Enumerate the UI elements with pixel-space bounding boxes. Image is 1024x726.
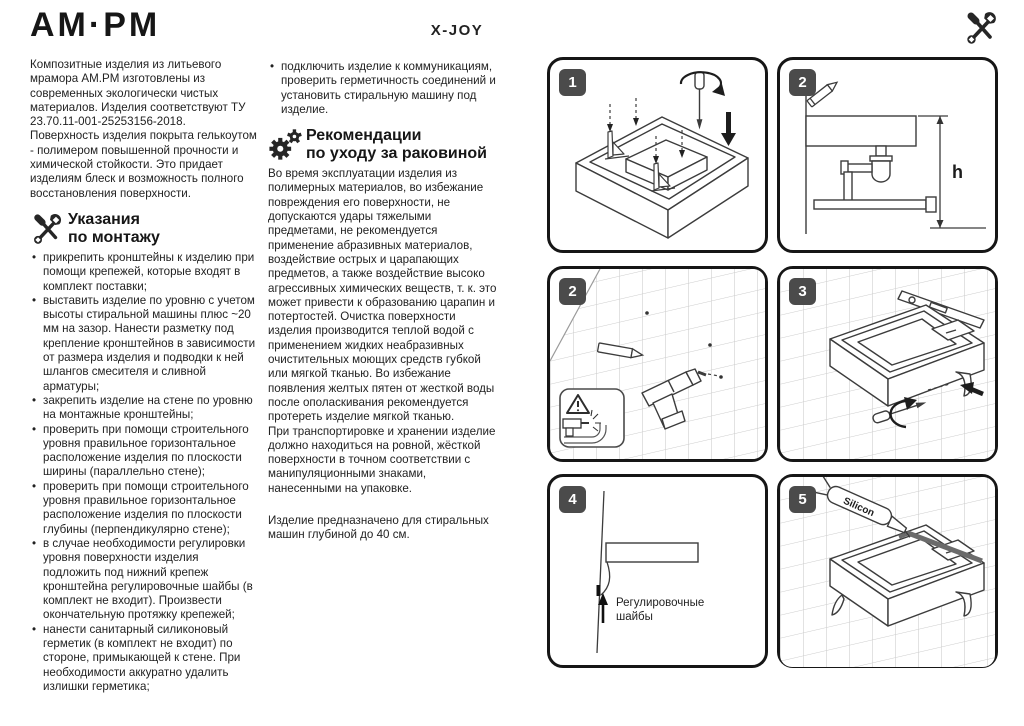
instruction-item: • прикрепить кронштейны к изделию при помощи крепежей, которые входят в комплект поставки; <box>30 251 258 294</box>
instruction-item: • в случае необходимости регулировки уровня поверхности изделия подложить под нижний крепеж кронштейна регулировочные шайбы (в комплект не входит). Произвести окончательную протяжку крепежей; <box>30 537 258 623</box>
gears-icon <box>268 128 302 162</box>
care-heading-text: Рекомендации по уходу за раковиной <box>306 127 488 163</box>
instruction-list-continued <box>268 60 500 117</box>
step-panel-1 <box>547 57 768 253</box>
middle-column <box>268 58 500 543</box>
instruction-item: • нанести санитарный силиконовый герметик (в комплект не входит) по стороне, примыкающей к стене. При необходимости аккуратно удалить излишки герметика; <box>30 623 258 694</box>
instruction-item: • проверить при помощи строительного уровня правильное горизонтальное расположение изделия по плоскости глубины (перпендикулярно стене); <box>30 480 258 537</box>
care-paragraph-1: Во время эксплуатации изделия из полимерных материалов, во избежание повреждения его поверхности, не допускаются удары тяжелыми предметами, не рекомендуется применение абразивных материалов, воздействие острых и царапающих предметов, а также воздействие высоко агрессивных химических веществ, т. к. это может привести к образованию царапин и потертостей. Очистка поверхности изделия производится теплой водой с применением жидких неабразивных очистительных моющих средств губкой или мягкой тканью. Во избежание появления желтых пятен от жесткой воды после ополаскивания рекомендуется протереть изделие мягкой тканью. <box>268 167 497 424</box>
montage-heading <box>30 211 258 247</box>
step-badge: 1 <box>559 69 586 96</box>
care-note: Изделие предназначено для стиральных машин глубиной до 40 см. <box>268 514 489 542</box>
step-panel-4 <box>777 266 998 462</box>
step-badge: 5 <box>789 486 816 513</box>
instruction-list <box>30 251 258 694</box>
care-heading <box>268 127 500 163</box>
step-badge: 2 <box>559 278 586 305</box>
care-paragraph-2: При транспортировке и хранении изделие должно находиться на ровной, жёсткой поверхности в точном соответствии с манипуляционными знаками, нанесенными на упаковке. <box>268 424 496 495</box>
step-panel-5 <box>547 474 768 668</box>
height-dimension-label: h <box>952 162 963 182</box>
step-panel-6 <box>777 474 998 668</box>
step-badge: 3 <box>789 278 816 305</box>
washers-caption: Регулировочные шайбы <box>616 597 705 623</box>
wrench-screwdriver-icon <box>30 212 64 246</box>
step-panel-2 <box>777 57 998 253</box>
page-title: X-JOY <box>430 22 484 39</box>
step-panel-3 <box>547 266 768 462</box>
montage-heading-text: Указания по монтажу <box>68 210 160 246</box>
instruction-item: • выставить изделие по уровню с учетом высоты стиральной машины плюс ~20 мм на зазор. Нанести разметку под крепление кронштейнов в зависимости от размера изделия и подводки к ней шлангов смесителя и сливной арматуры; <box>30 294 258 394</box>
instruction-item: • закрепить изделие на стене по уровню на монтажные кронштейны; <box>30 394 258 423</box>
hidden-pipes-warning-inset <box>560 389 624 447</box>
silicon-tube-label: Silicon <box>841 495 876 520</box>
ampm-logo: AM·PM <box>30 6 161 44</box>
intro-paragraph: Композитные изделия из литьевого мрамора AM.PM изготовлены из современных экологически чистых материалов. Изделия соответствуют ТУ 23.70.11-001-25253156-2018. Поверхность изделия покрыта гелькоутом - полимером повышенной прочности и химической стойкости. Это придает изделиям блеск и возможность полного восстановления поверхности. <box>30 58 257 200</box>
step-badge: 4 <box>559 486 586 513</box>
step-badge: 2 <box>789 69 816 96</box>
left-column <box>30 58 258 694</box>
wrench-screwdriver-icon <box>964 10 998 46</box>
instruction-item: • подключить изделие к коммуникациям, проверить герметичность соединений и установить стиральную машину под изделие. <box>268 60 500 117</box>
instruction-item: • проверить при помощи строительного уровня правильное горизонтальное расположение изделия по плоскости ширины (параллельно стене); <box>30 423 258 480</box>
